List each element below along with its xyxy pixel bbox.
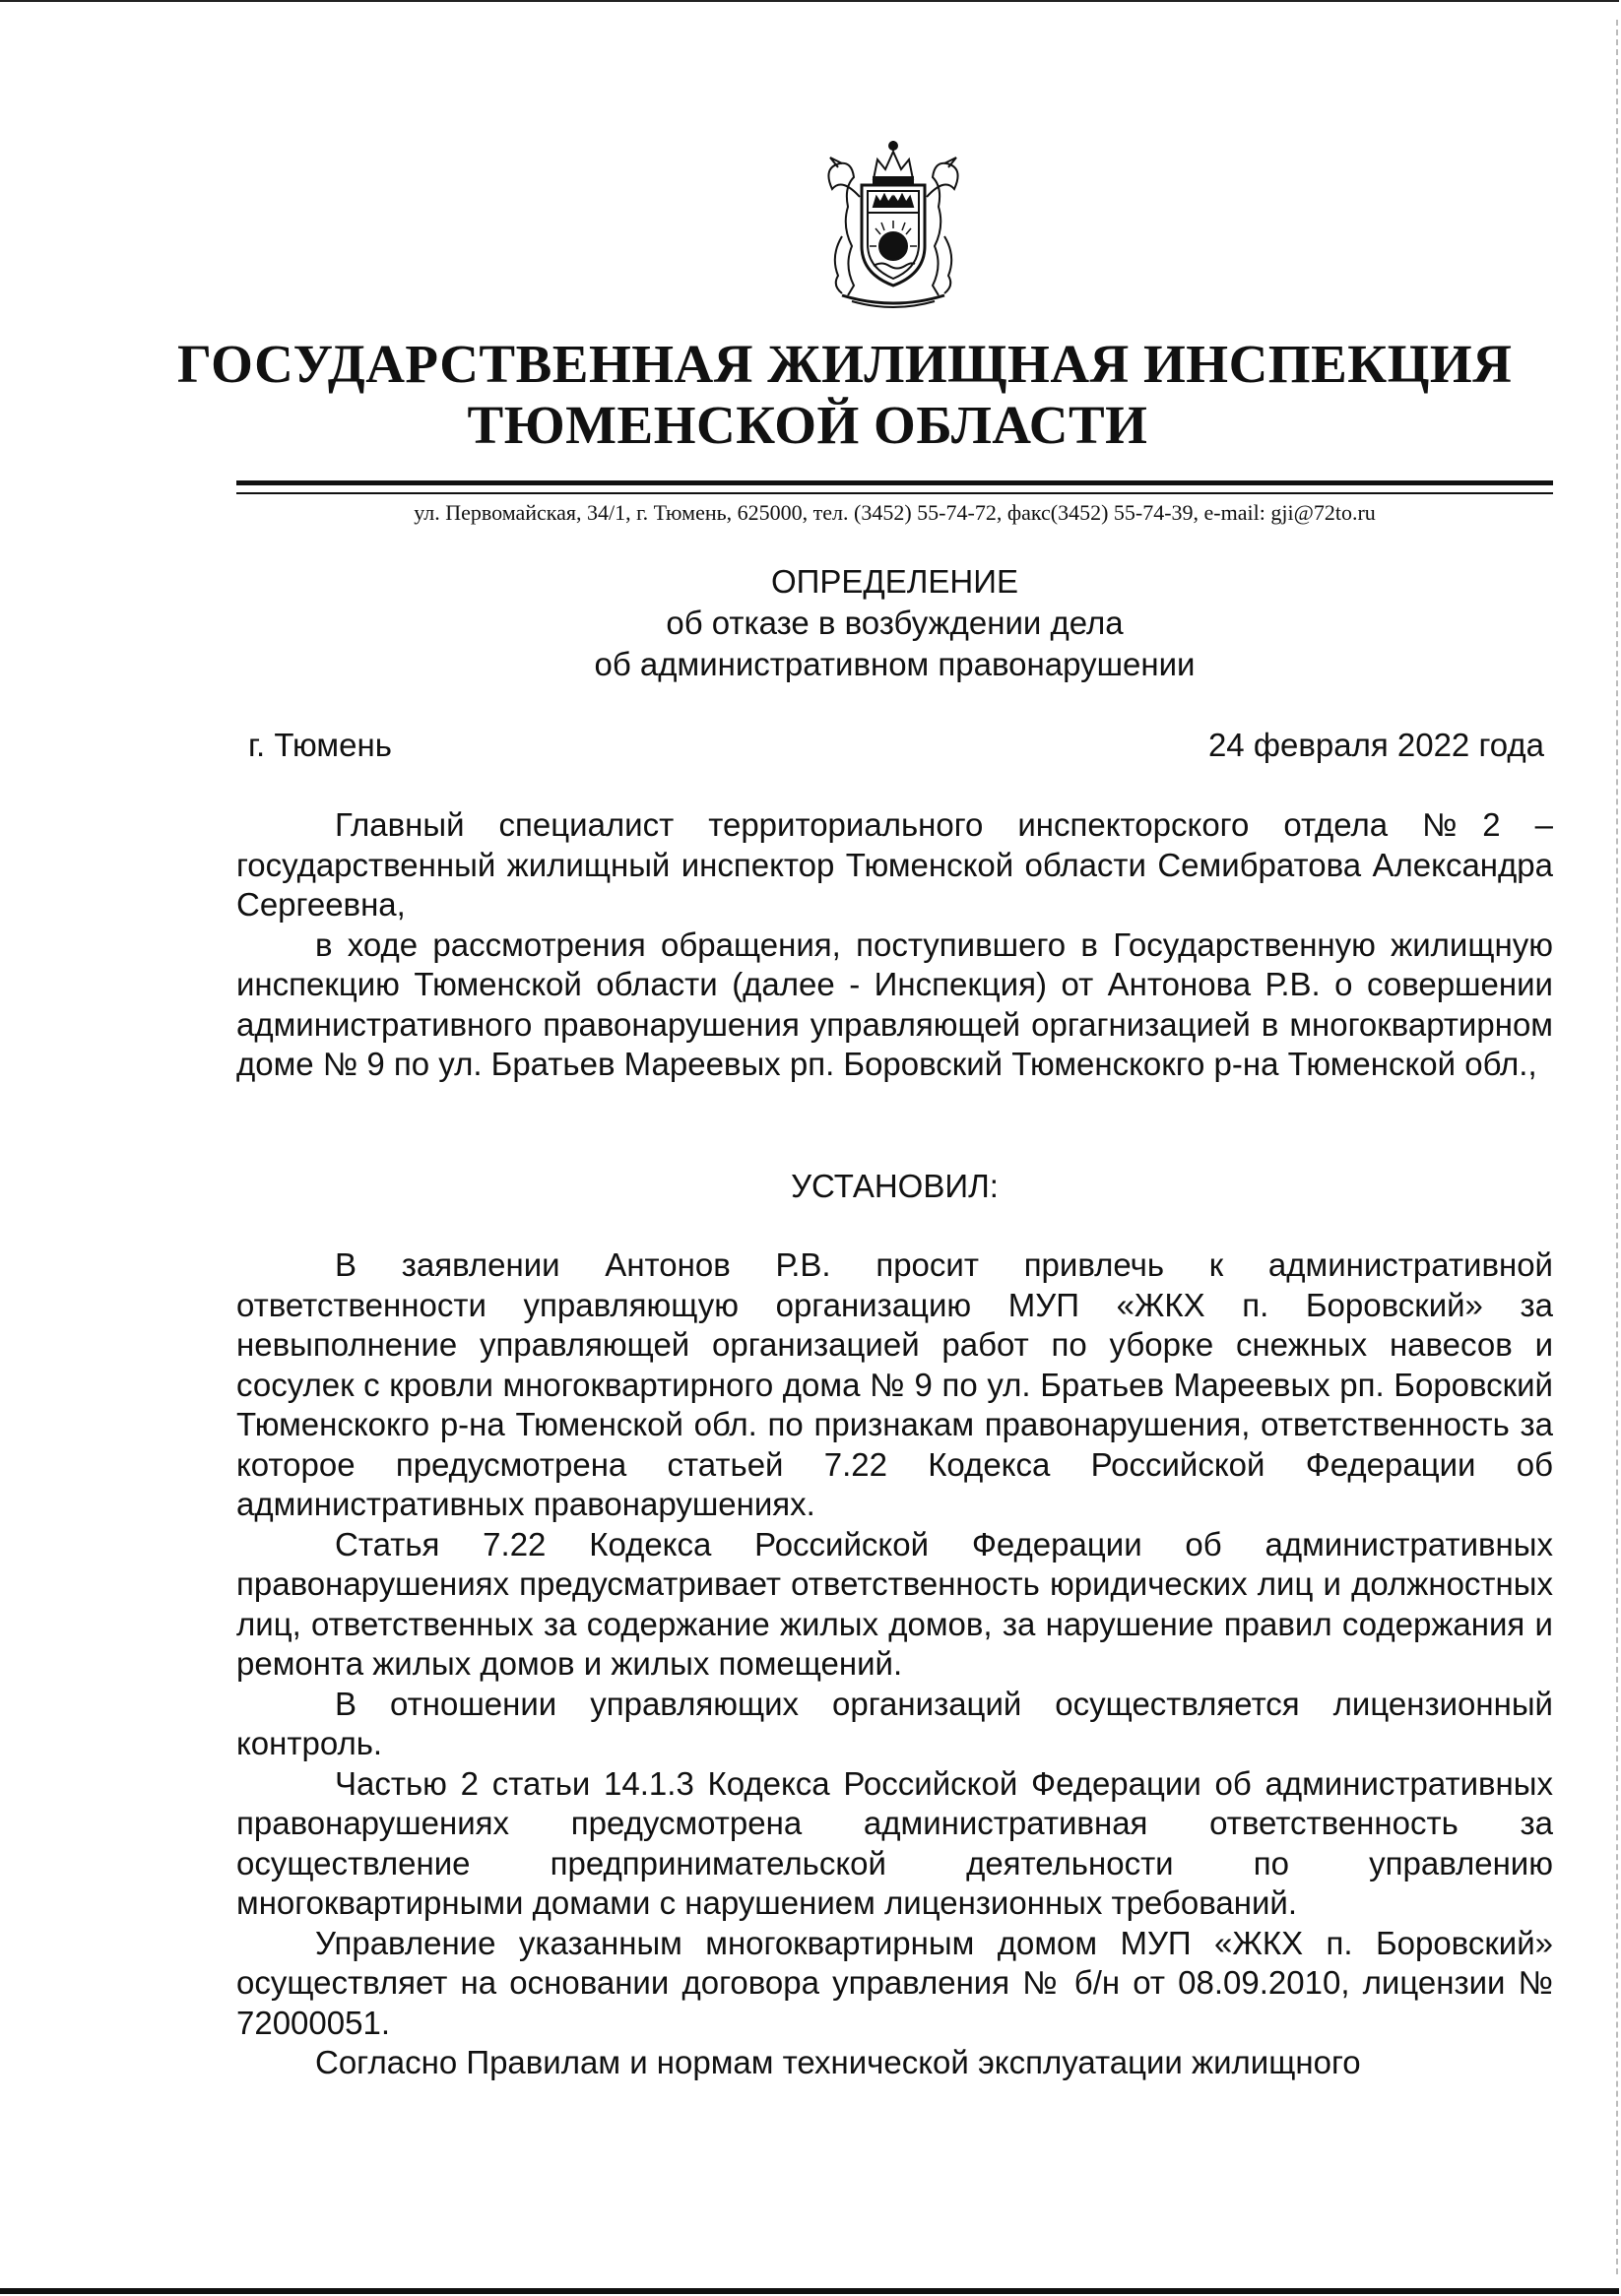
body-paragraph-3: В отношении управляющих организаций осуществляется лицензионный контроль. bbox=[236, 1685, 1553, 1761]
doc-title: ОПРЕДЕЛЕНИЕ bbox=[771, 563, 1018, 600]
header-divider-thin bbox=[236, 492, 1553, 494]
org-title-line2: ТЮМЕНСКОЙ ОБЛАСТИ bbox=[467, 395, 1148, 455]
scan-edge bbox=[1614, 20, 1618, 2274]
body-paragraph-5: Управление указанным многоквартирным домом МУП «ЖКХ п. Боровский» осуществляет на основании договора управления № б/н от 08.09.2010, лицензии № 72000051. bbox=[236, 1924, 1553, 2041]
intro-section bbox=[236, 805, 1553, 1085]
org-title-line1: ГОСУДАРСТВЕННАЯ ЖИЛИЩНАЯ ИНСПЕКЦИЯ bbox=[177, 334, 1513, 394]
doc-subtitle-line1: об отказе в возбуждении дела bbox=[666, 605, 1124, 641]
body-paragraph-6: Согласно Правилам и нормам технической эксплуатации жилищного bbox=[315, 2044, 1361, 2080]
header-divider-thick bbox=[236, 480, 1553, 485]
body-paragraph-1: В заявлении Антонов Р.В. просит привлечь к административной ответственности управляющую организацию МУП «ЖКХ п. Боровский» за невыполнение управляющей организацией работ по уборке снежных навесов и сосулек с кровли многоквартирного дома № 9 по ул. Братьев Мареевых рп. Боровский Тюменскокго р-на Тюменской обл. по признакам правонарушения, ответственность за которое предусмотрена статьей 7.22 Кодекса Российской Федерации об административных правонарушениях. bbox=[236, 1246, 1553, 1522]
coat-of-arms-icon bbox=[783, 138, 1005, 310]
findings-section bbox=[236, 1245, 1553, 2083]
section-heading: УСТАНОВИЛ: bbox=[791, 1168, 999, 1204]
doc-subtitle-line2: об административном правонарушении bbox=[594, 646, 1196, 682]
body-paragraph-2: Статья 7.22 Кодекса Российской Федерации об административных правонарушениях предусматривает ответственность юридических лиц и должностных лиц, ответственных за содержание жилых домов, за нарушение правил содержания и ремонта жилых домов и жилых помещений. bbox=[236, 1525, 1553, 1682]
intro-paragraph-inspector: Главный специалист территориального инспекторского отдела №2 – государственный жилищный инспектор Тюменской области Семибратова Александра Сергеевна, bbox=[236, 806, 1553, 923]
intro-paragraph-appeal: в ходе рассмотрения обращения, поступившего в Государственную жилищную инспекцию Тюменской области (далее - Инспекция) от Антонова Р.В. о совершении административного правонарушения управляющей оргагнизацией в многоквартирном доме № 9 по ул. Братьев Мареевых рп. Боровский Тюменскокго р-на Тюменской обл., bbox=[236, 925, 1553, 1082]
doc-date: 24 февраля 2022 года bbox=[1207, 727, 1544, 763]
org-address: ул. Первомайская, 34/1, г. Тюмень, 625000, тел. (3452) 55-74-72, факс(3452) 55-74-39, e-mail: gji@72to.ru bbox=[414, 500, 1376, 525]
body-paragraph-4: Частью 2 статьи 14.1.3 Кодекса Российской Федерации об административных правонарушениях предусмотрена административная ответственность за осуществление предпринимательской деятельности по управлению многоквартирными домами с нарушением лицензионных требований. bbox=[236, 1764, 1553, 1921]
doc-place: г. Тюмень bbox=[248, 727, 392, 763]
